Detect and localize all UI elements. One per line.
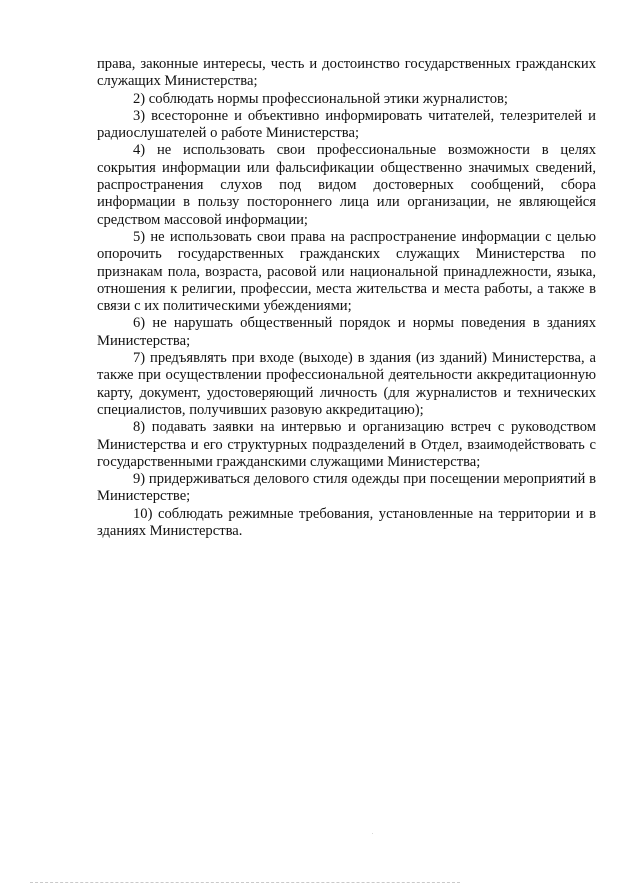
paragraph-item-10: 10) соблюдать режимные требования, установленные на территории и в зданиях Министерства.	[97, 505, 596, 540]
paragraph-item-4: 4) не использовать свои профессиональные возможности в целях сокрытия информации или фальсификации общественно значимых сведений, распространения слухов под видом достоверных сообщений, сбора информации в пользу постороннего лица или организации, не являющейся средством массовой информации;	[97, 142, 596, 228]
paragraph-item-8: 8) подавать заявки на интервью и организацию встреч с руководством Министерства и его структурных подразделений в Отдел, взаимодействовать с государственными гражданскими служащими Министерства;	[97, 419, 596, 470]
paragraph-item-5: 5) не использовать свои права на распространение информации с целью опорочить государственных гражданских служащих Министерства по признакам пола, возраста, расовой или национальной принадлежности, языка, отношения к религии, профессии, места жительства и места работы, а также в связи с их политическими убеждениями;	[97, 228, 596, 315]
paragraph-continuation: права, законные интересы, честь и достоинство государственных гражданских служащих Министерства;	[97, 56, 596, 90]
paragraph-item-3: 3) всесторонне и объективно информировать читателей, телезрителей и радиослушателей о работе Министерства;	[97, 107, 596, 142]
scan-edge-line	[30, 882, 460, 883]
document-body	[97, 56, 596, 540]
scan-speck	[372, 833, 373, 834]
paragraph-item-7: 7) предъявлять при входе (выходе) в здания (из зданий) Министерства, а также при осуществлении профессиональной деятельности аккредитационную карту, документ, удостоверяющий личность (для журналистов и технических специалистов, получивших разовую аккредитацию);	[97, 350, 596, 418]
paragraph-item-9: 9) придерживаться делового стиля одежды при посещении мероприятий в Министерстве;	[97, 471, 596, 505]
paragraph-item-2: 2) соблюдать нормы профессиональной этики журналистов;	[133, 90, 508, 107]
paragraph-item-6: 6) не нарушать общественный порядок и нормы поведения в зданиях Министерства;	[97, 315, 596, 349]
